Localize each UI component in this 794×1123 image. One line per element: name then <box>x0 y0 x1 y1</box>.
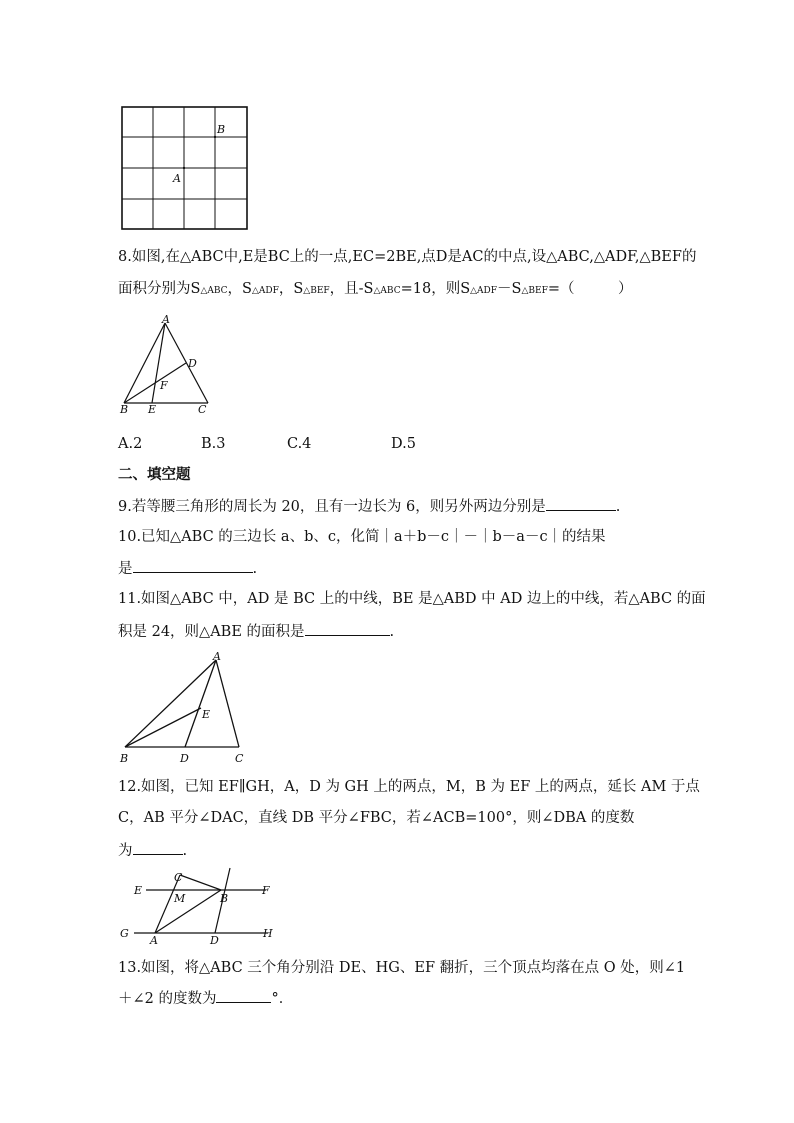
q8-label-b: B <box>120 403 129 416</box>
q8-label-f: F <box>160 379 168 392</box>
q12-label-m: M <box>174 892 186 905</box>
q12-line2: C，AB 平分∠DAC，直线 DB 平分∠FBC，若∠ACB=100°，则∠DBA 的度数 <box>118 810 635 826</box>
q8-option-d: D.5 <box>391 436 416 452</box>
q12-label-c: C <box>174 871 183 884</box>
grid-label-b: B <box>217 123 226 136</box>
grid-figure <box>121 106 249 231</box>
q12-label-b: B <box>220 892 229 905</box>
q11-label-a: A <box>213 650 221 663</box>
q8-label-a: A <box>162 313 170 326</box>
q12-parallel-lines-figure <box>118 864 288 946</box>
q9-answer-blank[interactable] <box>546 496 616 511</box>
q11-answer-blank[interactable] <box>305 621 390 636</box>
q13-line2: ＋∠2 的度数为 °． <box>118 988 293 1009</box>
q12-label-d: D <box>210 934 219 947</box>
q11-line1: 11.如图△ABC 中，AD 是 BC 上的中线，BE 是△ABD 中 AD 边上的中线，若△ABC 的面 <box>118 591 706 607</box>
q8-label-e: E <box>148 403 157 416</box>
q12-label-f: F <box>262 884 270 897</box>
q10-answer-blank[interactable] <box>133 558 253 573</box>
q8-triangle-figure <box>118 314 218 418</box>
q10-line2: 是 . <box>118 558 257 579</box>
grid-label-a: A <box>173 172 181 185</box>
q9-line: 9.若等腰三角形的周长为 20，且有一边长为 6，则另外两边分别是 . <box>118 496 620 517</box>
q11-triangle-figure <box>118 648 258 766</box>
q8-label-c: C <box>198 403 207 416</box>
section-title: 二、填空题 <box>118 467 191 483</box>
q11-line2: 积是 24，则△ABE 的面积是 . <box>118 621 394 642</box>
q13-answer-blank[interactable] <box>216 988 271 1003</box>
q12-label-g: G <box>120 927 129 940</box>
q8-option-b: B.3 <box>201 436 226 452</box>
q11-label-b: B <box>120 752 129 765</box>
q8-label-d: D <box>188 357 197 370</box>
q11-label-e: E <box>202 708 211 721</box>
q8-line1: 8.如图,在△ABC中,E是BC上的一点,EC=2BE,点D是AC的中点,设△ABC,△ADF,△BEF的 <box>118 249 697 265</box>
q8-option-a: A.2 <box>118 436 143 452</box>
q13-line1: 13.如图，将△ABC 三个角分别沿 DE、HG、EF 翻折，三个顶点均落在点 O 处，则∠1 <box>118 960 686 976</box>
q12-label-a: A <box>150 934 158 947</box>
q11-label-c: C <box>235 752 244 765</box>
q12-answer-blank[interactable] <box>133 840 183 855</box>
q12-label-e: E <box>134 884 143 897</box>
q11-label-d: D <box>180 752 189 765</box>
q8-line2: 面积分别为S△ABC，S△ADF，S△BEF，且-S△ABC=18，则S△ADF－S△BEF=（ ） <box>118 281 633 297</box>
q8-option-c: C.4 <box>287 436 312 452</box>
q12-label-h: H <box>263 927 273 940</box>
q12-line3: 为 . <box>118 840 187 861</box>
q12-line1: 12.如图，已知 EF∥GH，A，D 为 GH 上的两点，M，B 为 EF 上的两点，延长 AM 于点 <box>118 779 700 795</box>
q10-line1: 10.已知△ABC 的三边长 a、b、c，化简｜a＋b－c｜－｜b－a－c｜的结果 <box>118 529 606 545</box>
